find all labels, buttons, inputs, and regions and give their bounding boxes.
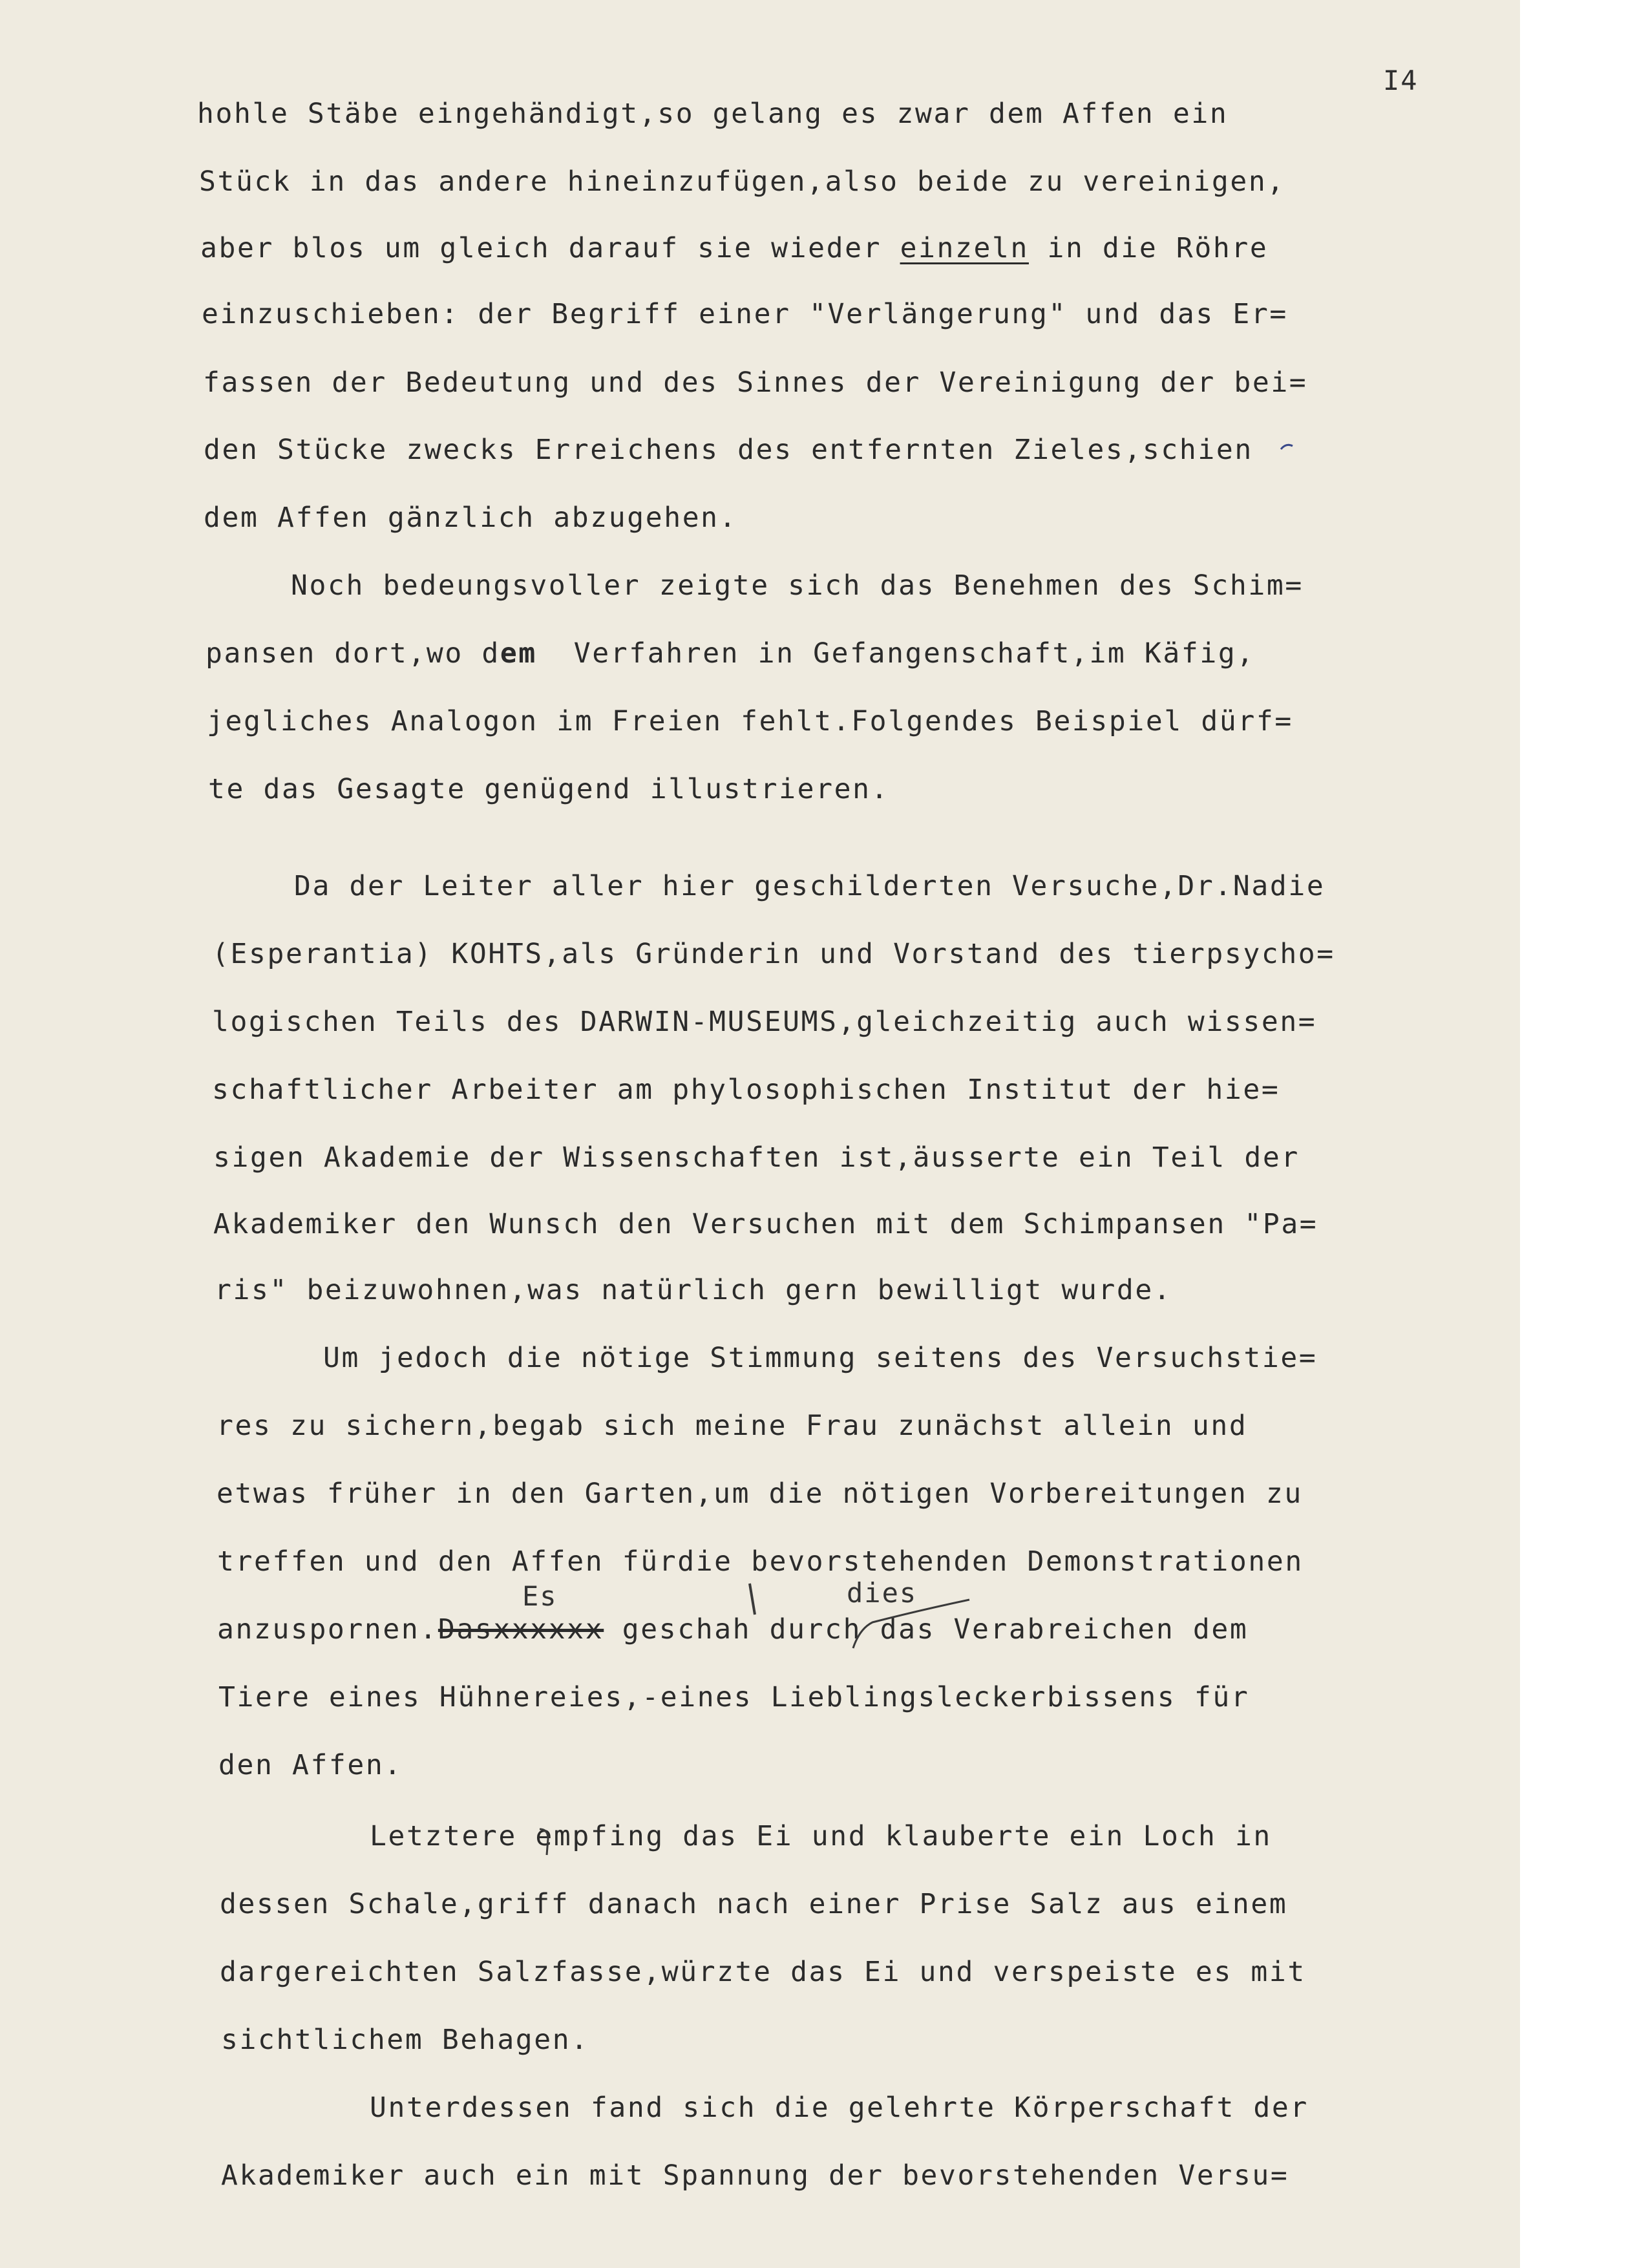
text-line: Akademiker auch ein mit Spannung der bevorstehenden Versu= — [221, 2159, 1289, 2192]
text-line: Unterdessen fand sich die gelehrte Körperschaft der — [370, 2092, 1309, 2124]
text-line: einzuschieben: der Begriff einer "Verlängerung" und das Er= — [202, 298, 1288, 330]
text-line: Stück in das andere hineinzufügen,also beide zu vereinigen, — [199, 165, 1285, 198]
text-line: logischen Teils des DARWIN-MUSEUMS,gleichzeitig auch wissen= — [212, 1006, 1317, 1038]
text-line: ris" beizuwohnen,was natürlich gern bewilligt wurde. — [215, 1274, 1172, 1306]
text-line: treffen und den Affen fürdie bevorstehenden Demonstrationen — [217, 1545, 1304, 1578]
insertion-es: Es — [522, 1580, 558, 1612]
text-line: (Esperantia) KOHTS,als Gründerin und Vorstand des tierpsycho= — [212, 938, 1335, 970]
struck-out-word: Dasxxxxxx — [438, 1613, 604, 1646]
text-line: sichtlichem Behagen. — [221, 2024, 589, 2056]
text-line: Noch bedeungsvoller zeigte sich das Benehmen des Schim= — [291, 569, 1304, 602]
text-line: den Affen. — [218, 1749, 403, 1781]
text-line: sigen Akademie der Wissenschaften ist,äusserte ein Teil der — [213, 1141, 1300, 1174]
text-line: den Stücke zwecks Erreichens des entfernten Zieles,schien — [204, 434, 1253, 466]
scan-background — [1520, 0, 1648, 2268]
text-line: Akademiker den Wunsch den Versuchen mit dem Schimpansen "Pa= — [213, 1208, 1318, 1240]
text-line: jegliches Analogon im Freien fehlt.Folgendes Beispiel dürf= — [207, 705, 1293, 737]
insertion-dies: dies — [847, 1577, 918, 1609]
text-line: Tiere eines Hühnereies,-eines Lieblingsleckerbissens für — [218, 1681, 1250, 1713]
text-line: hohle Stäbe eingehändigt,so gelang es zwar dem Affen ein — [197, 98, 1229, 130]
underlined-word: einzeln — [900, 232, 1029, 264]
text-line: dargereichten Salzfasse,würzte das Ei und verspeiste es mit — [220, 1956, 1306, 1988]
text-line: pansen dort,wo dem Verfahren in Gefangenschaft,im Käfig, — [206, 637, 1255, 670]
text-line: schaftlicher Arbeiter am phylosophischen Institut der hie= — [212, 1074, 1280, 1106]
text-line: Um jedoch die nötige Stimmung seitens des Versuchstie= — [323, 1342, 1318, 1374]
text-line: fassen der Bedeutung und des Sinnes der Vereinigung der bei= — [203, 366, 1308, 399]
text-line: dessen Schale,griff danach nach einer Prise Salz aus einem — [220, 1888, 1288, 1920]
text-line: res zu sichern,begab sich meine Frau zunächst allein und — [217, 1410, 1248, 1442]
text-line: Letztere empfing das Ei und klauberte ein Loch in — [370, 1820, 1272, 1852]
text-line: etwas früher in den Garten,um die nötigen Vorbereitungen zu — [217, 1478, 1303, 1510]
text-line: dem Affen gänzlich abzugehen. — [204, 502, 738, 534]
overtyped-letters: em — [500, 637, 537, 670]
text-line: te das Gesagte genügend illustrieren. — [208, 773, 890, 805]
page-number: I4 — [1383, 65, 1419, 96]
text-line: aber blos um gleich darauf sie wieder einzeln in die Röhre — [200, 232, 1269, 264]
text-line: anzuspornen.Dasxxxxxx geschah durch das Verabreichen dem — [217, 1613, 1249, 1646]
text-line: Da der Leiter aller hier geschilderten Versuche,Dr.Nadie — [294, 870, 1326, 902]
